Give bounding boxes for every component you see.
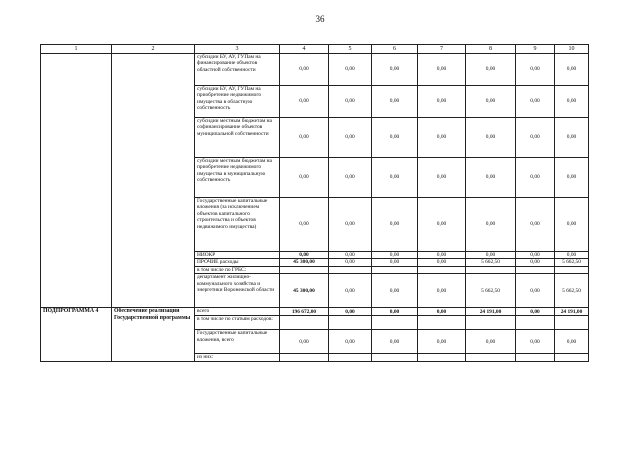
- header-cell: 10: [555, 45, 589, 54]
- value-cell: 0,00: [418, 198, 466, 252]
- value-cell: 0,00: [555, 252, 589, 259]
- row-label: всего: [195, 308, 280, 316]
- value-cell: 0,00: [280, 54, 329, 86]
- value-cell: 0,00: [372, 86, 418, 118]
- row-label: субсидии местным бюджетам на софинансирование объектов муниципальной собственности: [195, 118, 280, 158]
- value-cell: [555, 266, 589, 273]
- header-cell: 7: [418, 45, 466, 54]
- value-cell: 0,00: [329, 308, 372, 316]
- value-cell: [516, 354, 555, 362]
- value-cell: [418, 316, 466, 330]
- value-cell: 0,00: [466, 198, 516, 252]
- page-number: 36: [315, 14, 325, 24]
- value-cell: 0,00: [466, 252, 516, 259]
- value-cell: 0,00: [555, 330, 589, 354]
- value-cell: 0,00: [418, 118, 466, 158]
- header-cell: 2: [112, 45, 195, 54]
- value-cell: 0,00: [418, 54, 466, 86]
- value-cell: [372, 266, 418, 273]
- value-cell: [555, 354, 589, 362]
- value-cell: 0,00: [555, 54, 589, 86]
- value-cell: 0,00: [372, 118, 418, 158]
- value-cell: 0,00: [329, 259, 372, 266]
- value-cell: 0,00: [555, 118, 589, 158]
- value-cell: 0,00: [466, 330, 516, 354]
- value-cell: [329, 266, 372, 273]
- value-cell: 0,00: [418, 308, 466, 316]
- value-cell: [466, 316, 516, 330]
- row-label: НИОКР: [195, 252, 280, 259]
- table-row: [41, 308, 589, 316]
- value-cell: [280, 316, 329, 330]
- subprogram-name: Обеспечение реализации Государственной программы: [112, 308, 195, 362]
- value-cell: 0,00: [372, 330, 418, 354]
- value-cell: 0,00: [516, 86, 555, 118]
- budget-table: [40, 44, 589, 362]
- value-cell: 0,00: [280, 198, 329, 252]
- value-cell: 0,00: [418, 259, 466, 266]
- row-label: Государственные капитальные вложения (за исключением объектов капитального строительства и объектов недвижимого имущества): [195, 198, 280, 252]
- row-label: в том числе по статьям расходов:: [195, 316, 280, 330]
- value-cell: [329, 316, 372, 330]
- value-cell: 45 300,00: [280, 259, 329, 266]
- value-cell: [372, 354, 418, 362]
- value-cell: 0,00: [280, 158, 329, 198]
- row-label: субсидии БУ, АУ, ГУПам на приобретение недвижимого имущества в областную собственность: [195, 86, 280, 118]
- col1-cell: [41, 54, 112, 308]
- value-cell: 5 662,50: [555, 274, 589, 308]
- value-cell: 0,00: [466, 54, 516, 86]
- table-row: [41, 54, 589, 86]
- header-row: [41, 45, 589, 54]
- value-cell: [516, 316, 555, 330]
- header-cell: 3: [195, 45, 280, 54]
- value-cell: 0,00: [329, 158, 372, 198]
- value-cell: 0,00: [372, 274, 418, 308]
- value-cell: 0,00: [516, 252, 555, 259]
- value-cell: 5 662,50: [466, 274, 516, 308]
- value-cell: 24 191,00: [555, 308, 589, 316]
- subprogram-code: ПОДПРОГРАММА 4: [41, 308, 112, 362]
- value-cell: 0,00: [372, 252, 418, 259]
- value-cell: [418, 266, 466, 273]
- value-cell: 24 191,00: [466, 308, 516, 316]
- value-cell: 0,00: [466, 86, 516, 118]
- header-cell: 8: [466, 45, 516, 54]
- value-cell: 0,00: [329, 86, 372, 118]
- row-label: субсидии местным бюджетам на приобретение недвижимого имущества в муниципальную собственность: [195, 158, 280, 198]
- value-cell: 196 672,00: [280, 308, 329, 316]
- value-cell: [418, 354, 466, 362]
- value-cell: 0,00: [280, 86, 329, 118]
- value-cell: 0,00: [280, 118, 329, 158]
- value-cell: 0,00: [555, 198, 589, 252]
- value-cell: [280, 354, 329, 362]
- value-cell: [516, 266, 555, 273]
- header-cell: 6: [372, 45, 418, 54]
- row-label: в том числе по ГРБС:: [195, 266, 280, 273]
- value-cell: 0,00: [516, 308, 555, 316]
- value-cell: 0,00: [329, 198, 372, 252]
- value-cell: 45 300,00: [280, 274, 329, 308]
- value-cell: [466, 266, 516, 273]
- value-cell: [555, 316, 589, 330]
- value-cell: 0,00: [418, 274, 466, 308]
- row-label: субсидии БУ, АУ, ГУПам на финансирование объектов областной собственности: [195, 54, 280, 86]
- value-cell: 0,00: [280, 330, 329, 354]
- row-label: Государственные капитальные вложения, всего: [195, 330, 280, 354]
- value-cell: 0,00: [418, 86, 466, 118]
- header-cell: 5: [329, 45, 372, 54]
- value-cell: 5 662,50: [466, 259, 516, 266]
- value-cell: 0,00: [555, 86, 589, 118]
- value-cell: 0,00: [280, 252, 329, 259]
- value-cell: 0,00: [555, 158, 589, 198]
- value-cell: 0,00: [418, 158, 466, 198]
- value-cell: 0,00: [329, 330, 372, 354]
- value-cell: 0,00: [329, 252, 372, 259]
- value-cell: 0,00: [418, 252, 466, 259]
- value-cell: 5 662,50: [555, 259, 589, 266]
- value-cell: 0,00: [372, 198, 418, 252]
- header-cell: 9: [516, 45, 555, 54]
- row-label: из них:: [195, 354, 280, 362]
- value-cell: 0,00: [418, 330, 466, 354]
- value-cell: 0,00: [516, 54, 555, 86]
- row-label: ПРОЧИЕ расходы: [195, 259, 280, 266]
- value-cell: 0,00: [466, 118, 516, 158]
- header-cell: 4: [280, 45, 329, 54]
- value-cell: 0,00: [329, 54, 372, 86]
- value-cell: 0,00: [516, 274, 555, 308]
- value-cell: [329, 354, 372, 362]
- value-cell: 0,00: [372, 259, 418, 266]
- value-cell: [372, 316, 418, 330]
- value-cell: 0,00: [372, 54, 418, 86]
- value-cell: 0,00: [329, 274, 372, 308]
- col2-cell: [112, 54, 195, 308]
- value-cell: 0,00: [516, 330, 555, 354]
- value-cell: 0,00: [516, 118, 555, 158]
- value-cell: 0,00: [516, 158, 555, 198]
- value-cell: 0,00: [372, 308, 418, 316]
- value-cell: [280, 266, 329, 273]
- value-cell: 0,00: [516, 259, 555, 266]
- value-cell: [466, 354, 516, 362]
- value-cell: 0,00: [466, 158, 516, 198]
- value-cell: 0,00: [372, 158, 418, 198]
- value-cell: 0,00: [516, 198, 555, 252]
- value-cell: 0,00: [329, 118, 372, 158]
- header-cell: 1: [41, 45, 112, 54]
- row-label: департамент жилищно-коммунального хозяйства и энергетики Воронежской области: [195, 274, 280, 308]
